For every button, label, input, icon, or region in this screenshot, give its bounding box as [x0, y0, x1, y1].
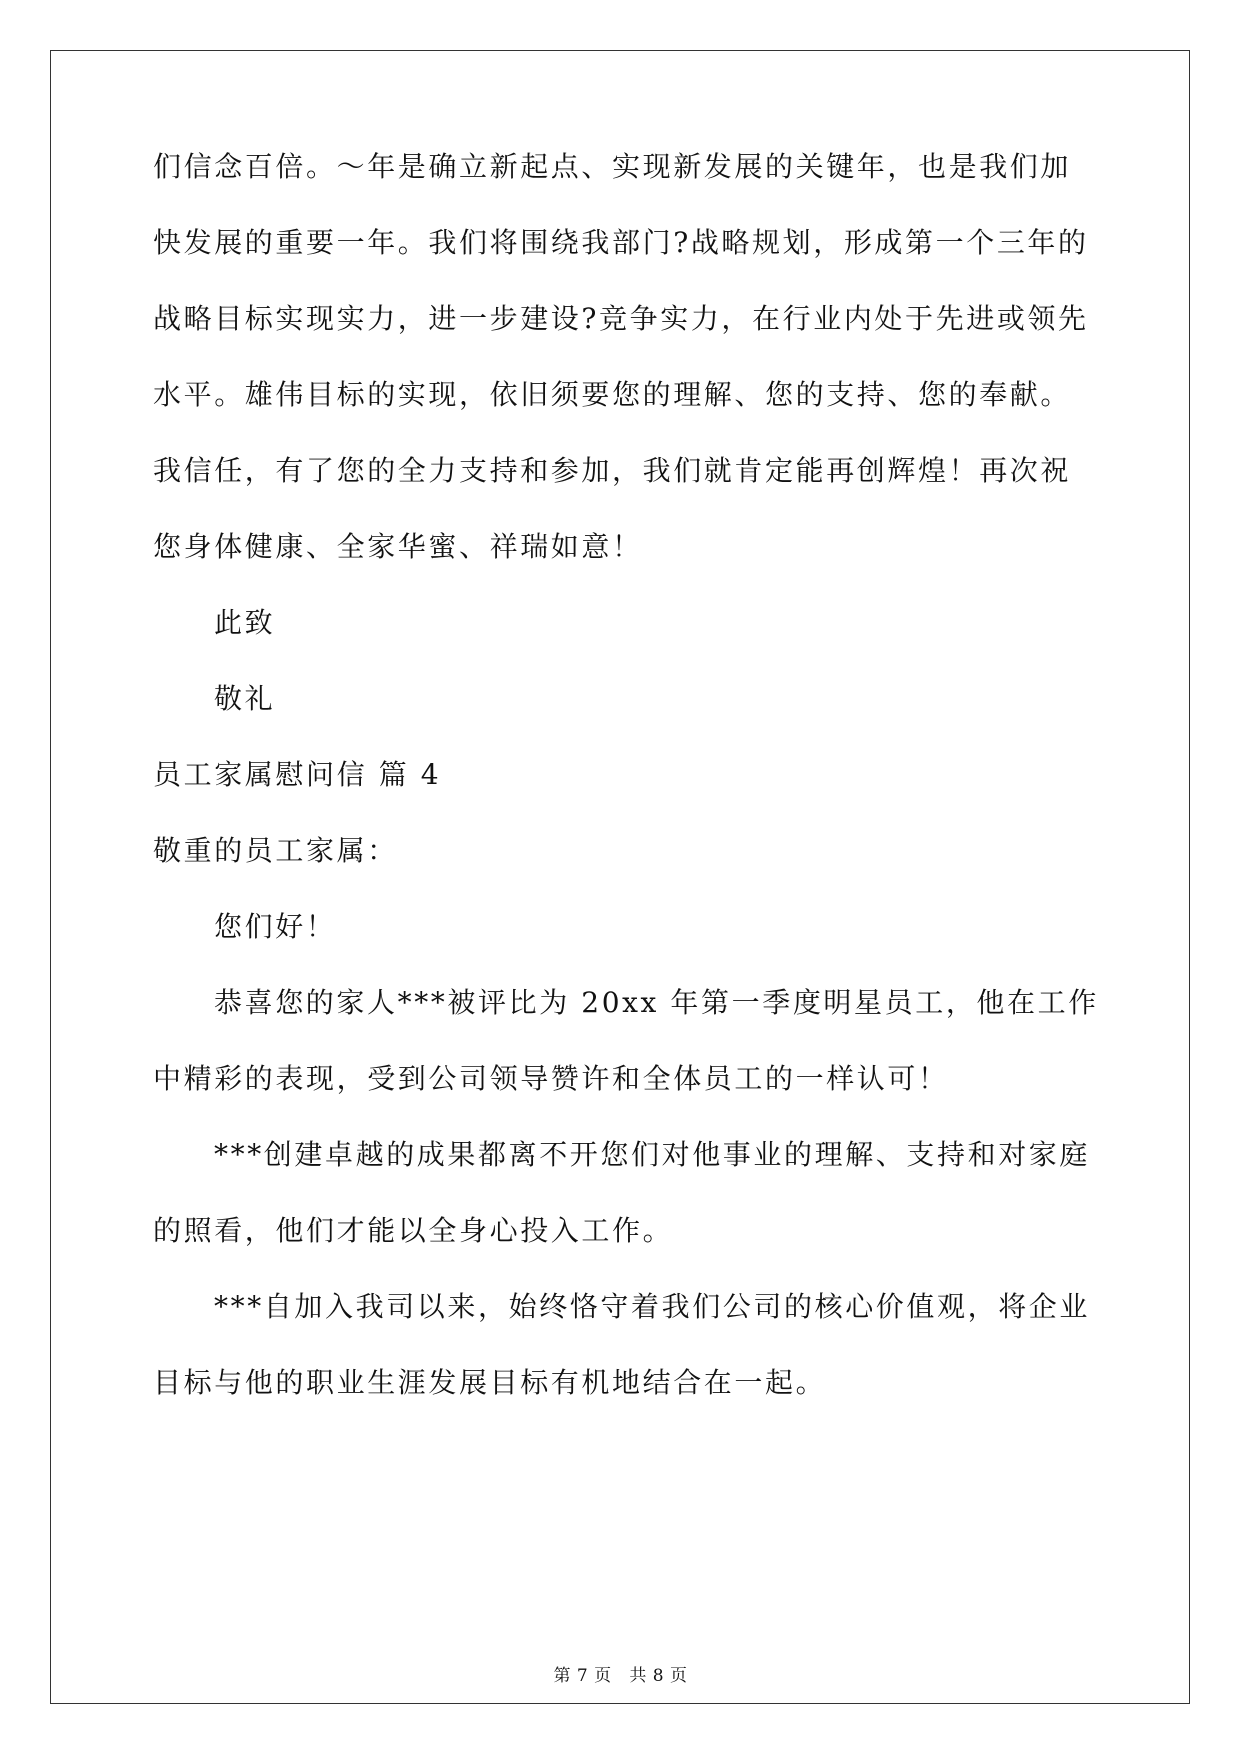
- paragraph-line: 快发展的重要一年。我们将围绕我部门?战略规划，形成第一个三年的: [153, 226, 1089, 259]
- paragraph-line: ***自加入我司以来，始终恪守着我们公司的核心价值观，将企业: [214, 1290, 1091, 1323]
- closing-regards: 此致: [214, 606, 276, 639]
- paragraph-line: 的照看，他们才能以全身心投入工作。: [153, 1214, 674, 1247]
- paragraph-line: 水平。雄伟目标的实现，依旧须要您的理解、您的支持、您的奉献。: [153, 378, 1072, 411]
- paragraph-line: 您身体健康、全家华蜜、祥瑞如意！: [153, 530, 643, 563]
- paragraph-line: 我信任，有了您的全力支持和参加，我们就肯定能再创辉煌！再次祝: [153, 454, 1072, 487]
- salutation: 敬重的员工家属：: [153, 834, 398, 867]
- paragraph-line: 中精彩的表现，受到公司领导赞许和全体员工的一样认可！: [153, 1062, 949, 1095]
- greeting: 您们好！: [214, 910, 337, 943]
- closing-salute: 敬礼: [214, 682, 276, 715]
- paragraph-line: 恭喜您的家人***被评比为 20xx 年第一季度明星员工，他在工作: [214, 986, 1099, 1019]
- page-number-footer: 第 7 页 共 8 页: [553, 1666, 688, 1686]
- paragraph-line: ***创建卓越的成果都离不开您们对他事业的理解、支持和对家庭: [214, 1138, 1091, 1171]
- paragraph-line: 目标与他的职业生涯发展目标有机地结合在一起。: [153, 1366, 827, 1399]
- paragraph-line: 们信念百倍。～年是确立新起点、实现新发展的关键年，也是我们加: [153, 150, 1072, 183]
- section-title: 员工家属慰问信 篇 4: [153, 758, 442, 791]
- paragraph-line: 战略目标实现实力，进一步建设?竞争实力，在行业内处于先进或领先: [153, 302, 1089, 335]
